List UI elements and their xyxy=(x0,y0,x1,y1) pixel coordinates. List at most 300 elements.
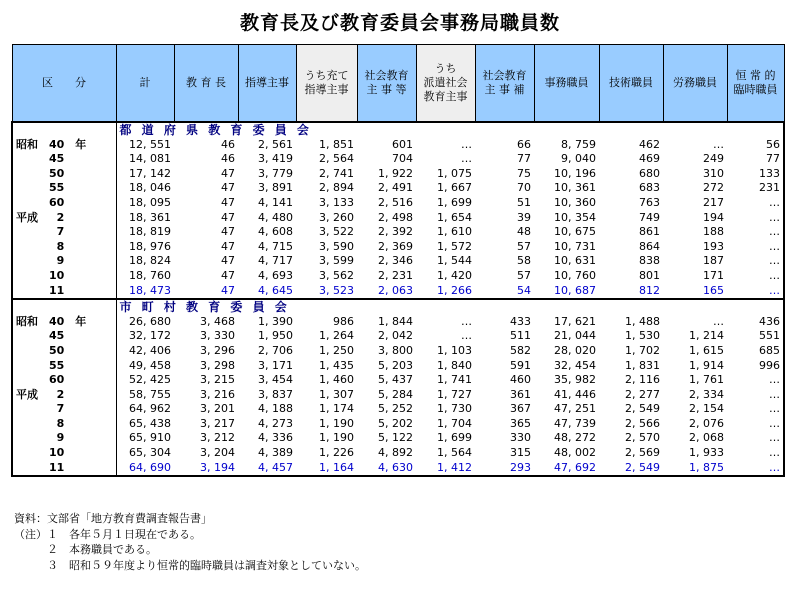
value-cell: 70 xyxy=(517,181,531,195)
value-cell: 2, 042 xyxy=(378,329,413,343)
value-cell: 1, 654 xyxy=(437,210,472,224)
column-header: 技術職員 xyxy=(599,45,663,123)
value-cell: 133 xyxy=(727,167,784,182)
year-cell: 8 xyxy=(12,240,116,255)
value-cell: 4, 892 xyxy=(378,446,413,460)
value-cell: … xyxy=(461,137,472,151)
table-row xyxy=(12,138,784,153)
column-header: 事務職員 xyxy=(534,45,599,123)
value-cell: 2, 231 xyxy=(378,268,413,282)
section-header-row xyxy=(12,122,784,138)
value-cell: 47 xyxy=(221,195,235,209)
value-cell: 2, 076 xyxy=(689,416,724,430)
value-cell: 551 xyxy=(727,329,784,344)
value-cell: 47 xyxy=(174,284,238,300)
year-cell: 55 xyxy=(12,359,116,374)
value-cell: 749 xyxy=(639,210,660,224)
table-row xyxy=(12,431,784,446)
value-cell: 1, 420 xyxy=(437,268,472,282)
value-cell: 1, 704 xyxy=(437,416,472,430)
value-cell: 1, 610 xyxy=(437,225,472,239)
value-cell: 10, 687 xyxy=(534,284,599,300)
value-cell: 2, 491 xyxy=(378,181,413,195)
value-cell: 4, 715 xyxy=(258,239,293,253)
value-cell: 18, 473 xyxy=(116,284,174,300)
value-cell: 2, 569 xyxy=(625,446,660,460)
value-cell: … xyxy=(727,269,784,284)
value-cell: … xyxy=(727,446,784,461)
table-row xyxy=(12,402,784,417)
column-header: 社会教育 主 事 補 xyxy=(475,45,534,123)
value-cell: 2, 549 xyxy=(625,402,660,416)
value-cell: 1, 226 xyxy=(319,446,354,460)
value-cell: 1, 950 xyxy=(258,329,293,343)
value-cell: 367 xyxy=(510,402,531,416)
value-cell: 26, 680 xyxy=(129,314,171,328)
value-cell: 10, 196 xyxy=(554,166,596,180)
value-cell: 18, 361 xyxy=(129,210,171,224)
value-cell: 2, 894 xyxy=(319,181,354,195)
year-cell: 60 xyxy=(12,373,116,388)
value-cell: … xyxy=(727,461,784,477)
value-cell: 47, 739 xyxy=(554,416,596,430)
value-cell: 47 xyxy=(221,254,235,268)
value-cell: 1, 435 xyxy=(319,358,354,372)
value-cell: … xyxy=(727,240,784,255)
value-cell: … xyxy=(727,225,784,240)
value-cell: 433 xyxy=(510,314,531,328)
section-header-row xyxy=(12,299,784,315)
value-cell: 18, 819 xyxy=(129,225,171,239)
note-line: ３ 昭和５９年度より恒常的臨時職員は調査対象としていない。 xyxy=(14,558,366,572)
value-cell: 2, 566 xyxy=(625,416,660,430)
value-cell: 4, 608 xyxy=(258,225,293,239)
value-cell: 2, 068 xyxy=(689,431,724,445)
value-cell: 1, 264 xyxy=(319,329,354,343)
value-cell: 51 xyxy=(517,195,531,209)
value-cell: 1, 875 xyxy=(663,461,727,477)
value-cell: 4, 273 xyxy=(258,416,293,430)
year-cell: 60 xyxy=(12,196,116,211)
value-cell: … xyxy=(727,388,784,403)
year-cell: 10 xyxy=(12,446,116,461)
note-line: ２ 本務職員である。 xyxy=(14,543,157,556)
table-row xyxy=(12,461,784,477)
value-cell: 1, 488 xyxy=(625,314,660,328)
table-row xyxy=(12,211,784,226)
value-cell: 10, 731 xyxy=(554,239,596,253)
value-cell: 17, 142 xyxy=(129,166,171,180)
table-row xyxy=(12,240,784,255)
value-cell: 2, 564 xyxy=(319,152,354,166)
value-cell: 5, 122 xyxy=(378,431,413,445)
value-cell: … xyxy=(713,137,724,151)
value-cell: … xyxy=(727,211,784,226)
value-cell: 2, 706 xyxy=(258,343,293,357)
value-cell: … xyxy=(727,196,784,211)
value-cell: 2, 063 xyxy=(357,284,416,300)
year-cell: 10 xyxy=(12,269,116,284)
value-cell: 812 xyxy=(599,284,663,300)
value-cell: 1, 699 xyxy=(437,431,472,445)
table-row xyxy=(12,254,784,269)
value-cell: 1, 390 xyxy=(258,314,293,328)
value-cell: 436 xyxy=(727,315,784,330)
value-cell: 3, 330 xyxy=(200,329,235,343)
value-cell: 10, 360 xyxy=(554,195,596,209)
value-cell: 47 xyxy=(221,268,235,282)
value-cell: 4, 457 xyxy=(238,461,296,477)
value-cell: 3, 590 xyxy=(319,239,354,253)
value-cell: 28, 020 xyxy=(554,343,596,357)
value-cell: 41, 446 xyxy=(554,387,596,401)
table-row xyxy=(12,329,784,344)
value-cell: 315 xyxy=(510,446,531,460)
value-cell: 47 xyxy=(221,181,235,195)
value-cell: 4, 188 xyxy=(258,402,293,416)
value-cell: 52, 425 xyxy=(129,373,171,387)
section-label: 都 道 府 県 教 育 委 員 会 xyxy=(116,122,784,138)
value-cell: 685 xyxy=(727,344,784,359)
value-cell: 3, 522 xyxy=(319,225,354,239)
notes xyxy=(14,511,366,573)
table-row xyxy=(12,284,784,300)
value-cell: 75 xyxy=(517,166,531,180)
value-cell: 39 xyxy=(517,210,531,224)
year-cell: 平成 2 xyxy=(12,388,116,403)
value-cell: 47 xyxy=(221,210,235,224)
table-row xyxy=(12,417,784,432)
value-cell: 5, 284 xyxy=(378,387,413,401)
value-cell: 12, 551 xyxy=(129,137,171,151)
year-cell: 50 xyxy=(12,167,116,182)
table-row xyxy=(12,152,784,167)
value-cell: 3, 171 xyxy=(258,358,293,372)
value-cell: … xyxy=(727,402,784,417)
value-cell: 4, 693 xyxy=(258,268,293,282)
table-row xyxy=(12,181,784,196)
value-cell: 77 xyxy=(517,152,531,166)
value-cell: 18, 824 xyxy=(129,254,171,268)
value-cell: 1, 190 xyxy=(319,431,354,445)
value-cell: 35, 982 xyxy=(554,373,596,387)
year-cell: 45 xyxy=(12,152,116,167)
table-row xyxy=(12,167,784,182)
value-cell: 187 xyxy=(703,254,724,268)
value-cell: 3, 779 xyxy=(258,166,293,180)
value-cell: 582 xyxy=(510,343,531,357)
column-header: 指導主事 xyxy=(238,45,296,123)
value-cell: 1, 667 xyxy=(437,181,472,195)
value-cell: 1, 103 xyxy=(437,343,472,357)
value-cell: 2, 346 xyxy=(378,254,413,268)
value-cell: 4, 389 xyxy=(258,446,293,460)
value-cell: 14, 081 xyxy=(129,152,171,166)
column-header: 労務職員 xyxy=(663,45,727,123)
value-cell: 249 xyxy=(703,152,724,166)
value-cell: 65, 304 xyxy=(129,446,171,460)
value-cell: 65, 910 xyxy=(129,431,171,445)
column-header: うち充て 指導主事 xyxy=(296,45,357,123)
value-cell: 54 xyxy=(475,284,534,300)
year-cell: 9 xyxy=(12,254,116,269)
value-cell: 3, 468 xyxy=(200,314,235,328)
value-cell: 17, 621 xyxy=(554,314,596,328)
value-cell: 1, 933 xyxy=(689,446,724,460)
column-header: 社会教育 主 事 等 xyxy=(357,45,416,123)
value-cell: 272 xyxy=(703,181,724,195)
value-cell: 5, 252 xyxy=(378,402,413,416)
column-header: 教 育 長 xyxy=(174,45,238,123)
value-cell: 330 xyxy=(510,431,531,445)
value-cell: 21, 044 xyxy=(554,329,596,343)
value-cell: 18, 046 xyxy=(129,181,171,195)
year-cell: 昭和 40 年 xyxy=(12,138,116,153)
value-cell: 1, 174 xyxy=(319,402,354,416)
value-cell: 293 xyxy=(475,461,534,477)
value-cell: … xyxy=(727,373,784,388)
value-cell: 4, 717 xyxy=(258,254,293,268)
value-cell: 680 xyxy=(639,166,660,180)
value-cell: 3, 891 xyxy=(258,181,293,195)
value-cell: 1, 702 xyxy=(625,343,660,357)
value-cell: 64, 962 xyxy=(129,402,171,416)
value-cell: 10, 361 xyxy=(554,181,596,195)
value-cell: 18, 760 xyxy=(129,268,171,282)
value-cell: 1, 730 xyxy=(437,402,472,416)
year-cell: 7 xyxy=(12,402,116,417)
year-cell: 8 xyxy=(12,417,116,432)
value-cell: 194 xyxy=(703,210,724,224)
year-cell: 9 xyxy=(12,431,116,446)
value-cell: 10, 675 xyxy=(554,225,596,239)
table-row xyxy=(12,359,784,374)
value-cell: 1, 564 xyxy=(437,446,472,460)
value-cell: 2, 561 xyxy=(258,137,293,151)
value-cell: … xyxy=(461,152,472,166)
value-cell: 1, 572 xyxy=(437,239,472,253)
value-cell: 591 xyxy=(510,358,531,372)
value-cell: 5, 202 xyxy=(378,416,413,430)
value-cell: 48, 272 xyxy=(554,431,596,445)
value-cell: 683 xyxy=(639,181,660,195)
value-cell: 3, 201 xyxy=(200,402,235,416)
value-cell: 462 xyxy=(639,137,660,151)
value-cell: 9, 040 xyxy=(561,152,596,166)
value-cell: 3, 454 xyxy=(258,373,293,387)
note-line: （注）１ 各年５月１日現在である。 xyxy=(14,527,201,541)
value-cell: 57 xyxy=(517,239,531,253)
value-cell: 47, 251 xyxy=(554,402,596,416)
value-cell: 3, 298 xyxy=(200,358,235,372)
value-cell: 1, 615 xyxy=(689,343,724,357)
value-cell: 1, 844 xyxy=(378,314,413,328)
value-cell: 46 xyxy=(221,137,235,151)
note-line: 資料：文部省「地方教育費調査報告書」 xyxy=(14,512,212,525)
value-cell: 48, 002 xyxy=(554,446,596,460)
value-cell: 511 xyxy=(510,329,531,343)
value-cell: 601 xyxy=(392,137,413,151)
value-cell: 47, 692 xyxy=(534,461,599,477)
value-cell: 1, 914 xyxy=(689,358,724,372)
value-cell: 188 xyxy=(703,225,724,239)
value-cell: 3, 296 xyxy=(200,343,235,357)
value-cell: 1, 699 xyxy=(437,195,472,209)
column-header: 恒 常 的 臨時職員 xyxy=(727,45,784,123)
table-row xyxy=(12,344,784,359)
value-cell: 1, 831 xyxy=(625,358,660,372)
value-cell: 986 xyxy=(333,314,354,328)
value-cell: 1, 250 xyxy=(319,343,354,357)
value-cell: 10, 631 xyxy=(554,254,596,268)
table-row xyxy=(12,225,784,240)
value-cell: 1, 164 xyxy=(296,461,357,477)
value-cell: 4, 336 xyxy=(258,431,293,445)
value-cell: 165 xyxy=(663,284,727,300)
value-cell: 3, 217 xyxy=(200,416,235,430)
year-cell: 平成 2 xyxy=(12,211,116,226)
value-cell: 3, 599 xyxy=(319,254,354,268)
value-cell: 4, 480 xyxy=(258,210,293,224)
value-cell: 3, 562 xyxy=(319,268,354,282)
value-cell: … xyxy=(713,314,724,328)
value-cell: 2, 570 xyxy=(625,431,660,445)
value-cell: 2, 498 xyxy=(378,210,413,224)
value-cell: 5, 437 xyxy=(378,373,413,387)
value-cell: 1, 741 xyxy=(437,373,472,387)
value-cell: 365 xyxy=(510,416,531,430)
value-cell: … xyxy=(727,254,784,269)
value-cell: 704 xyxy=(392,152,413,166)
value-cell: 47 xyxy=(221,225,235,239)
value-cell: 1, 307 xyxy=(319,387,354,401)
value-cell: 3, 419 xyxy=(258,152,293,166)
value-cell: 2, 116 xyxy=(625,373,660,387)
value-cell: 3, 260 xyxy=(319,210,354,224)
column-header: うち 派遣社会 教育主事 xyxy=(416,45,475,123)
staff-table xyxy=(11,44,785,477)
value-cell: … xyxy=(727,417,784,432)
value-cell: 2, 516 xyxy=(378,195,413,209)
value-cell: 171 xyxy=(703,268,724,282)
value-cell: 361 xyxy=(510,387,531,401)
value-cell: 18, 976 xyxy=(129,239,171,253)
value-cell: 2, 741 xyxy=(319,166,354,180)
table-row xyxy=(12,388,784,403)
value-cell: 1, 190 xyxy=(319,416,354,430)
table-row xyxy=(12,315,784,330)
value-cell: 1, 922 xyxy=(378,166,413,180)
table-row xyxy=(12,446,784,461)
value-cell: … xyxy=(727,431,784,446)
value-cell: 2, 549 xyxy=(599,461,663,477)
value-cell: 56 xyxy=(727,138,784,153)
value-cell: 58, 755 xyxy=(129,387,171,401)
value-cell: 310 xyxy=(703,166,724,180)
value-cell: 838 xyxy=(639,254,660,268)
year-cell: 昭和 40 年 xyxy=(12,315,116,330)
value-cell: 2, 392 xyxy=(378,225,413,239)
year-cell: 50 xyxy=(12,344,116,359)
value-cell: 231 xyxy=(727,181,784,196)
value-cell: 801 xyxy=(639,268,660,282)
year-cell: 45 xyxy=(12,329,116,344)
value-cell: 1, 761 xyxy=(689,373,724,387)
value-cell: 469 xyxy=(639,152,660,166)
value-cell: 1, 412 xyxy=(416,461,475,477)
value-cell: 46 xyxy=(221,152,235,166)
table-row xyxy=(12,196,784,211)
value-cell: 47 xyxy=(221,166,235,180)
value-cell: 1, 530 xyxy=(625,329,660,343)
value-cell: 1, 214 xyxy=(689,329,724,343)
value-cell: 5, 203 xyxy=(378,358,413,372)
value-cell: 1, 727 xyxy=(437,387,472,401)
value-cell: 861 xyxy=(639,225,660,239)
value-cell: 32, 454 xyxy=(554,358,596,372)
value-cell: 3, 194 xyxy=(174,461,238,477)
value-cell: 32, 172 xyxy=(129,329,171,343)
value-cell: 8, 759 xyxy=(561,137,596,151)
year-cell: 55 xyxy=(12,181,116,196)
value-cell: 864 xyxy=(639,239,660,253)
value-cell: 77 xyxy=(727,152,784,167)
value-cell: 4, 630 xyxy=(357,461,416,477)
value-cell: … xyxy=(461,329,472,343)
value-cell: … xyxy=(461,314,472,328)
value-cell: 18, 095 xyxy=(129,195,171,209)
value-cell: 460 xyxy=(510,373,531,387)
value-cell: 47 xyxy=(221,239,235,253)
table-header-row xyxy=(12,45,784,123)
value-cell: 10, 354 xyxy=(554,210,596,224)
value-cell: 3, 212 xyxy=(200,431,235,445)
value-cell: 3, 523 xyxy=(296,284,357,300)
value-cell: 58 xyxy=(517,254,531,268)
value-cell: 1, 840 xyxy=(437,358,472,372)
value-cell: 1, 544 xyxy=(437,254,472,268)
value-cell: 1, 075 xyxy=(437,166,472,180)
value-cell: 4, 645 xyxy=(238,284,296,300)
value-cell: 2, 154 xyxy=(689,402,724,416)
year-cell: 7 xyxy=(12,225,116,240)
table-row xyxy=(12,269,784,284)
value-cell: 65, 438 xyxy=(129,416,171,430)
table-row xyxy=(12,373,784,388)
value-cell: 1, 460 xyxy=(319,373,354,387)
page-title: 教育長及び教育委員会事務局職員数 xyxy=(239,12,560,34)
year-cell: 11 xyxy=(12,461,116,477)
value-cell: 3, 800 xyxy=(378,343,413,357)
value-cell: 49, 458 xyxy=(129,358,171,372)
value-cell: 48 xyxy=(517,225,531,239)
value-cell: 3, 216 xyxy=(200,387,235,401)
value-cell: 996 xyxy=(727,359,784,374)
value-cell: 1, 266 xyxy=(416,284,475,300)
value-cell: 3, 837 xyxy=(258,387,293,401)
value-cell: 3, 133 xyxy=(319,195,354,209)
year-cell: 11 xyxy=(12,284,116,300)
value-cell: 66 xyxy=(517,137,531,151)
value-cell: 2, 334 xyxy=(689,387,724,401)
column-header: 計 xyxy=(116,45,174,123)
value-cell: … xyxy=(727,284,784,300)
value-cell: 193 xyxy=(703,239,724,253)
value-cell: 4, 141 xyxy=(258,195,293,209)
value-cell: 42, 406 xyxy=(129,343,171,357)
value-cell: 64, 690 xyxy=(116,461,174,477)
value-cell: 217 xyxy=(703,195,724,209)
